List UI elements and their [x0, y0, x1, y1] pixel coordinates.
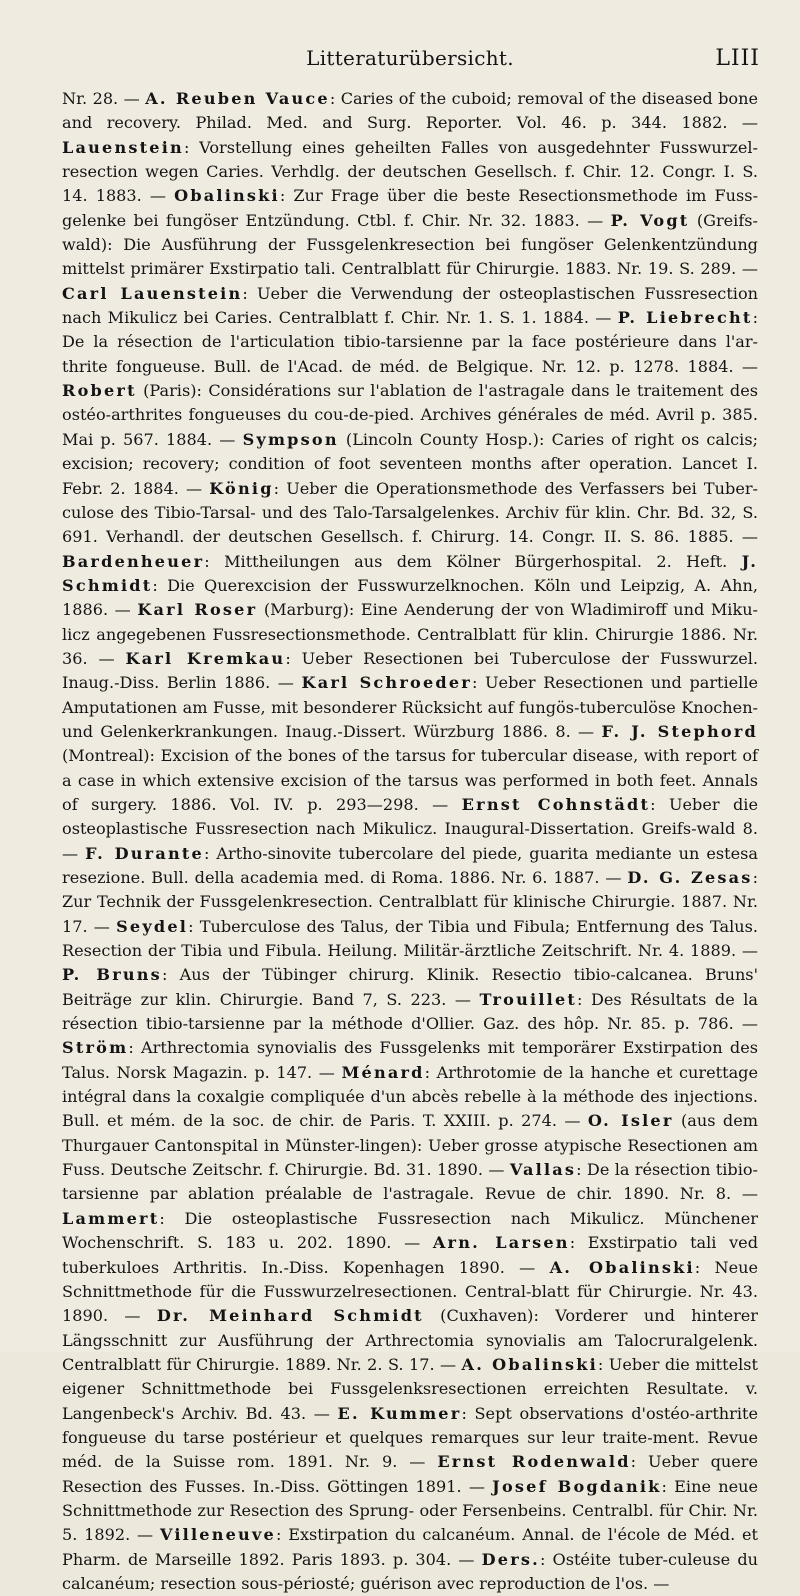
- author-name: Bardenheuer: [62, 551, 205, 571]
- author-name: Karl Roser: [137, 600, 258, 620]
- author-name: P. Liebrecht: [617, 308, 753, 328]
- entry-text: : Eine neue Schnittmethode zur Resection des Sprung- oder Fersenbeins. Centralbl. für Chir. Nr. 5. 1892. —: [62, 1476, 758, 1545]
- author-name: P. Vogt: [610, 210, 690, 230]
- running-title: Litteraturübersicht.: [306, 46, 514, 70]
- page-number: LIII: [715, 46, 760, 71]
- author-name: Ménard: [341, 1062, 425, 1082]
- entry-text: : Ueber die Operationsmethode des Verfassers bei Tuber-culose des Tibio-Tarsal- und des Talo-Tarsalgelenkes. Archiv für klin. Chr. Bd. 32, S. 691. Verhandl. der deutschen Gesellsch. f. Chirurg. 14. Congr. II. S. 86. 1885. —: [62, 478, 758, 547]
- author-name: D. G. Zesas: [627, 868, 753, 887]
- entry-text: : Vorstellung eines geheilten Falles von ausgedehnter Fusswurzel-resection wegen Caries. Verhdlg. der deutschen Gesellsch. f. Chir. 12. Congr. I. S. 14. 1883. —: [62, 137, 758, 206]
- entry-text: : Arthrectomia synovialis des Fussgelenks mit temporärer Exstirpation des Talus. Norsk Magazin. p. 147. —: [62, 1038, 758, 1082]
- author-name: J. Schmidt: [62, 551, 758, 595]
- entry-text: : Exstirpation du calcanéum. Annal. de l'école de Méd. et Pharm. de Marseille 1892. Paris 1893. p. 304. —: [62, 1525, 758, 1569]
- entry-text: : Ueber quere Resection des Fusses. In.-Diss. Göttingen 1891. —: [62, 1452, 759, 1496]
- entry-text: (Greifs-wald): Die Ausführung der Fussgelenkresection bei fungöser Gelenkentzündung mittelst primärer Exstirpatio tali. Centralblatt für Chirurgie. 1883. Nr. 19. S. 289. —: [62, 210, 758, 279]
- entry-text: : Exstirpatio tali ved tuberkuloes Arthritis. In.-Diss. Kopenhagen 1890. —: [62, 1233, 759, 1277]
- entry-text: : Mittheilungen aus dem Kölner Bürgerhospital. 2. Heft.: [204, 551, 742, 571]
- author-name: F. Durante: [85, 843, 204, 863]
- author-name: Arn. Larsen: [432, 1233, 570, 1253]
- author-name: E. Kummer: [337, 1403, 462, 1423]
- entry-text: : De la résection tibio-tarsienne par ablation préalable de l'astragale. Revue de chir. 1890. Nr. 8. —: [62, 1160, 758, 1204]
- author-name: Josef Bogdanik: [492, 1476, 662, 1496]
- author-name: Seydel: [116, 916, 189, 936]
- author-name: Karl Schroeder: [301, 673, 472, 693]
- bibliography-entry: [62, 552, 742, 571]
- author-name: A. Obalinski: [549, 1257, 695, 1277]
- author-name: Robert: [62, 381, 137, 401]
- author-name: Lauenstein: [62, 137, 184, 157]
- author-name: F. J. Stephord: [601, 721, 758, 741]
- entry-text: (Cuxhaven): Vorderer und hinterer Längsschnitt zur Ausführung der Arthrectomia synovialis am Talocruralgelenk. Centralblatt für Chirurgie. 1889. Nr. 2. S. 17. —: [62, 1306, 759, 1374]
- author-name: Ström: [62, 1038, 129, 1058]
- entry-text: : Neue Schnittmethode für die Fusswurzelresectionen. Central-blatt für Chirurgie. Nr. 43. 1890. —: [62, 1257, 759, 1326]
- entry-text: : Ueber die mittelst eigener Schnittmethode bei Fussgelenksresectionen erreichten Resultate. v. Langenbeck's Archiv. Bd. 43. —: [62, 1354, 758, 1423]
- entry-text: : Ueber die osteoplastische Fussresection nach Mikulicz. Inaugural-Dissertation. Greifs-wald 8. —: [62, 794, 758, 863]
- author-name: Trouillet: [479, 989, 578, 1009]
- entry-text: (Paris): Considérations sur l'ablation de l'astragale dans le traitement des ostéo-arthrites fongueuses du cou-de-pied. Archives générales de méd. Avril p. 385. Mai p. 567. 1884. —: [62, 381, 758, 449]
- running-head: [60, 46, 760, 76]
- entry-lead: Nr. 28. —: [62, 89, 146, 108]
- entry-text: (aus dem Thurgauer Cantonspital in Münster-lingen): Ueber grosse atypische Resectionen am Fuss. Deutsche Zeitschr. f. Chirurgie. Bd. 31. 1890. —: [62, 1111, 758, 1180]
- entry-text: : Tuberculose des Talus, der Tibia und Fibula; Entfernung des Talus. Resection der Tibia und Fibula. Heilung. Militär-ärztliche Zeitschrift. Nr. 4. 1889. —: [62, 916, 759, 961]
- entry-text: : De la résection de l'articulation tibio-tarsienne par la face postérieure dans l'ar-thrite fongueuse. Bull. de l'Acad. de méd. de Belgique. Nr. 12. p. 1278. 1884. —: [62, 308, 758, 376]
- entry-text: (Marburg): Eine Aenderung der von Wladimiroff und Miku-licz angegebenen Fussresectionsmethode. Centralblatt für klin. Chirurgie 1886. Nr. 36. —: [62, 600, 758, 668]
- entry-text: : Zur Frage über die beste Resectionsmethode im Fuss-gelenke bei fungöser Entzündung. Ctbl. f. Chir. Nr. 32. 1883. —: [62, 186, 759, 230]
- entry-text: : Ueber die Verwendung der osteoplastischen Fussresection nach Mikulicz bei Caries. Centralblatt f. Chir. Nr. 1. S. 1. 1884. —: [62, 283, 758, 328]
- author-name: Obalinski: [174, 186, 280, 206]
- bibliography-paragraph: [62, 87, 758, 1596]
- author-name: Villeneuve: [159, 1525, 276, 1545]
- author-name: Karl Kremkau: [125, 648, 286, 668]
- author-name: Lammert: [62, 1208, 160, 1228]
- entry-text: : Artho-sinovite tubercolare del piede, guarita mediante un estesa resezione. Bull. della academia med. di Roma. 1886. Nr. 6. 1887. —: [62, 843, 758, 887]
- entry-text: : Arthrotomie de la hanche et curettage intégral dans la coxalgie compliquée d'un abcès rebelle à la méthode des injections. Bull. et mém. de la soc. de chir. de Paris. T. XXIII. p. 274. —: [62, 1062, 758, 1131]
- entry-text: : Ostéite tuber-culeuse du calcanéum; resection sous-périosté; guérison avec reproduction de l'os. —: [62, 1549, 758, 1593]
- author-name: Carl Lauenstein: [62, 283, 243, 303]
- author-name: Ders.: [481, 1549, 540, 1569]
- author-name: Vallas: [509, 1160, 577, 1180]
- entry-text: : Caries of the cuboid; removal of the diseased bone and recovery. Philad. Med. and Surg. Reporter. Vol. 46. p. 344. 1882. —: [62, 89, 758, 133]
- entry-text: : Ueber Resectionen bei Tuberculose der Fusswurzel. Inaug.-Diss. Berlin 1886. —: [62, 648, 759, 693]
- entry-text: : Die Querexcision der Fusswurzelknochen. Köln und Leipzig, A. Ahn, 1886. —: [62, 575, 758, 620]
- bibliography-entry: [62, 89, 758, 132]
- entry-text: : Ueber Resectionen und partielle Amputationen am Fusse, mit besonderer Rücksicht auf fungös-tuberculöse Knochen- und Gelenkerkrankungen. Inaug.-Dissert. Würzburg 1886. 8. —: [62, 673, 758, 741]
- entry-text: : Die osteoplastische Fussresection nach Mikulicz. Münchener Wochenschrift. S. 183 u. 202. 1890. —: [62, 1208, 758, 1253]
- author-name: König: [209, 478, 274, 498]
- entry-text: : Sept observations d'ostéo-arthrite fongueuse du tarse postérieur et quelques remarques sur leur traite-ment. Revue méd. de la Suisse rom. 1891. Nr. 9. —: [62, 1403, 758, 1472]
- author-name: A. Reuben Vauce: [145, 89, 330, 108]
- entry-text: (Lincoln County Hosp.): Caries of right os calcis; excision; recovery; condition of foot seventeen months after operation. Lancet I. Febr. 2. 1884. —: [62, 429, 759, 498]
- author-name: Sympson: [242, 429, 339, 449]
- author-name: Dr. Meinhard Schmidt: [156, 1306, 424, 1326]
- entry-text: : Aus der Tübinger chirurg. Klinik. Resectio tibio-calcanea. Bruns' Beiträge zur klin. Chirurgie. Band 7, S. 223. —: [62, 965, 758, 1009]
- entry-text: : Zur Technik der Fussgelenkresection. Centralblatt für klinische Chirurgie. 1887. Nr. 17. —: [62, 868, 759, 936]
- author-name: O. Isler: [587, 1111, 674, 1131]
- author-name: Ernst Cohnstädt: [461, 794, 651, 814]
- entry-text: (Montreal): Excision of the bones of the tarsus for tubercular disease, with report of a case in which extensive excision of the tarsus was performed in both feet. Annals of surgery. 1886. Vol. IV. p. 293—298. —: [62, 746, 758, 814]
- entry-text: : Des Résultats de la résection tibio-tarsienne par la méthode d'Ollier. Gaz. des hôp. Nr. 85. p. 786. —: [62, 989, 759, 1034]
- bibliography-entry: [62, 917, 758, 960]
- author-name: P. Bruns: [62, 965, 162, 985]
- author-name: Ernst Rodenwald: [437, 1452, 631, 1472]
- author-name: A. Obalinski: [461, 1354, 598, 1374]
